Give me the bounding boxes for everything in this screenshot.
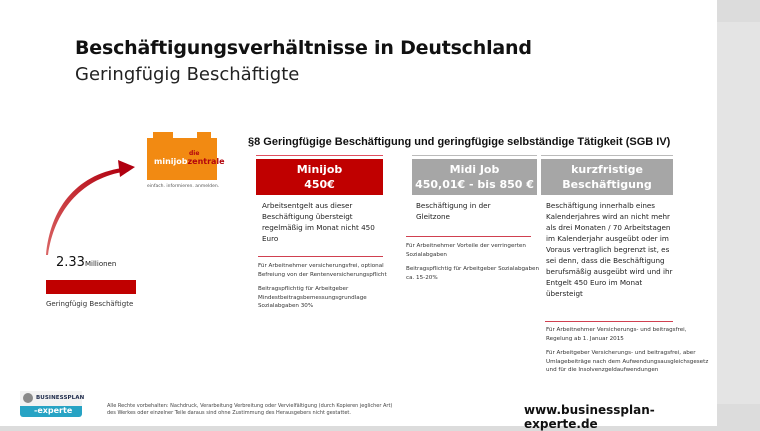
card-title-line1: Midi Job (449, 163, 500, 176)
card-divider (412, 155, 537, 156)
logo-bottom-text: -experte (34, 406, 73, 415)
card-divider (541, 155, 673, 156)
page-title: Beschäftigungsverhältnisse in Deutschland (75, 37, 532, 59)
copyright-line1: Alle Rechte vorbehalten: Nachdruck, Verarbeitung Verbreitung oder Vervielfältigung (durch Kopieren jeglicher Art) (107, 403, 393, 409)
page-subtitle: Geringfügig Beschäftigte (75, 64, 300, 85)
card-title-line1: Minijob (296, 163, 343, 176)
logo-part2: zentrale (187, 157, 225, 166)
website-url: www.businessplan-experte.de (524, 403, 655, 431)
background-strip (717, 22, 760, 404)
stat-label: Geringfügig Beschäftigte (46, 300, 134, 308)
copyright-notice (107, 403, 392, 416)
card-kurzfristig-header (541, 159, 673, 195)
minijob-zentrale-logo (147, 138, 225, 180)
card-title-line1: kurzfristige (571, 163, 643, 176)
note: Für Arbeitnehmer Versicherungs- und beitragsfrei, Regelung ab 1. Januar 2015 (546, 327, 687, 342)
card-separator (406, 236, 531, 237)
stat-bar (46, 280, 136, 294)
section-heading: §8 Geringfügige Beschäftigung und geringfügige selbständige Tätigkeit (SGB IV) (248, 136, 671, 148)
card-midijob-header (412, 159, 537, 195)
card-divider (256, 155, 383, 156)
card-minijob-header (256, 159, 383, 195)
card-title-line2: 450,01€ - bis 850 € (415, 178, 534, 191)
card-minijob-notes (258, 262, 400, 317)
card-kurzfristig-notes (546, 326, 711, 381)
note: Für Arbeitgeber Versicherungs- und beitragsfrei, aber Umlagebeiträge nach dem Aufwendungsausgleichsgesetz und für die Insolvenzgeldaufwendungen (546, 350, 709, 373)
businessplan-experte-logo (20, 391, 85, 419)
card-separator (545, 321, 673, 322)
logo-part1: minijob (154, 157, 188, 166)
logo-bottom (20, 406, 82, 417)
stat-value: 2.33 (56, 255, 85, 270)
note: Beitragspflichtig für Arbeitgeber Mindestbeitragsbemessungsgrundlage Sozialabgaben 30% (258, 286, 367, 309)
card-title-line2: Beschäftigung (562, 178, 652, 191)
pin-icon (23, 393, 33, 403)
card-kurzfristig-description: Beschäftigung innerhalb eines Kalenderjahres wird an nicht mehr als drei Monaten / 70 Arbeitstagen im Kalenderjahr ausgeübt oder im Voraus vertraglich begrenzt ist, es sei denn, dass die Beschäftigung berufsmäßig ausgeübt wird und ihr Entgelt 450 Euro im Monat übersteigt (546, 201, 673, 298)
card-title-line2: 450€ (304, 178, 335, 191)
note: Beitragspflichtig für Arbeitgeber Sozialabgaben ca. 15-20% (406, 266, 540, 281)
logo-top-text: BUSINESSPLAN (36, 395, 85, 401)
card-midijob-description: Beschäftigung in der Gleitzone (416, 201, 491, 221)
note: Für Arbeitnehmer versicherungsfrei, optional Befreiung von der Rentenversicherungspflicht (258, 263, 387, 278)
card-minijob-description: Arbeitsentgelt aus dieser Beschäftigung übersteigt regelmäßig im Monat nicht 450 Euro (262, 201, 375, 243)
background-strip-top (717, 0, 760, 22)
card-midijob-notes (406, 242, 541, 288)
copyright-line2: des Werkes oder einzelner Teile daraus sind ohne Zustimmung des Herausgebers nicht gestattet. (107, 409, 351, 416)
logo-die-text: die (189, 150, 200, 157)
stat-unit: Millionen (85, 260, 117, 268)
curved-arrow-icon (30, 150, 150, 260)
note: Für Arbeitnehmer Vorteile der verringerten Sozialabgaben (406, 243, 526, 258)
card-separator (258, 256, 383, 257)
logo-main-text (154, 157, 225, 166)
logo-tagline: einfach. informieren. anmelden. (147, 184, 220, 189)
